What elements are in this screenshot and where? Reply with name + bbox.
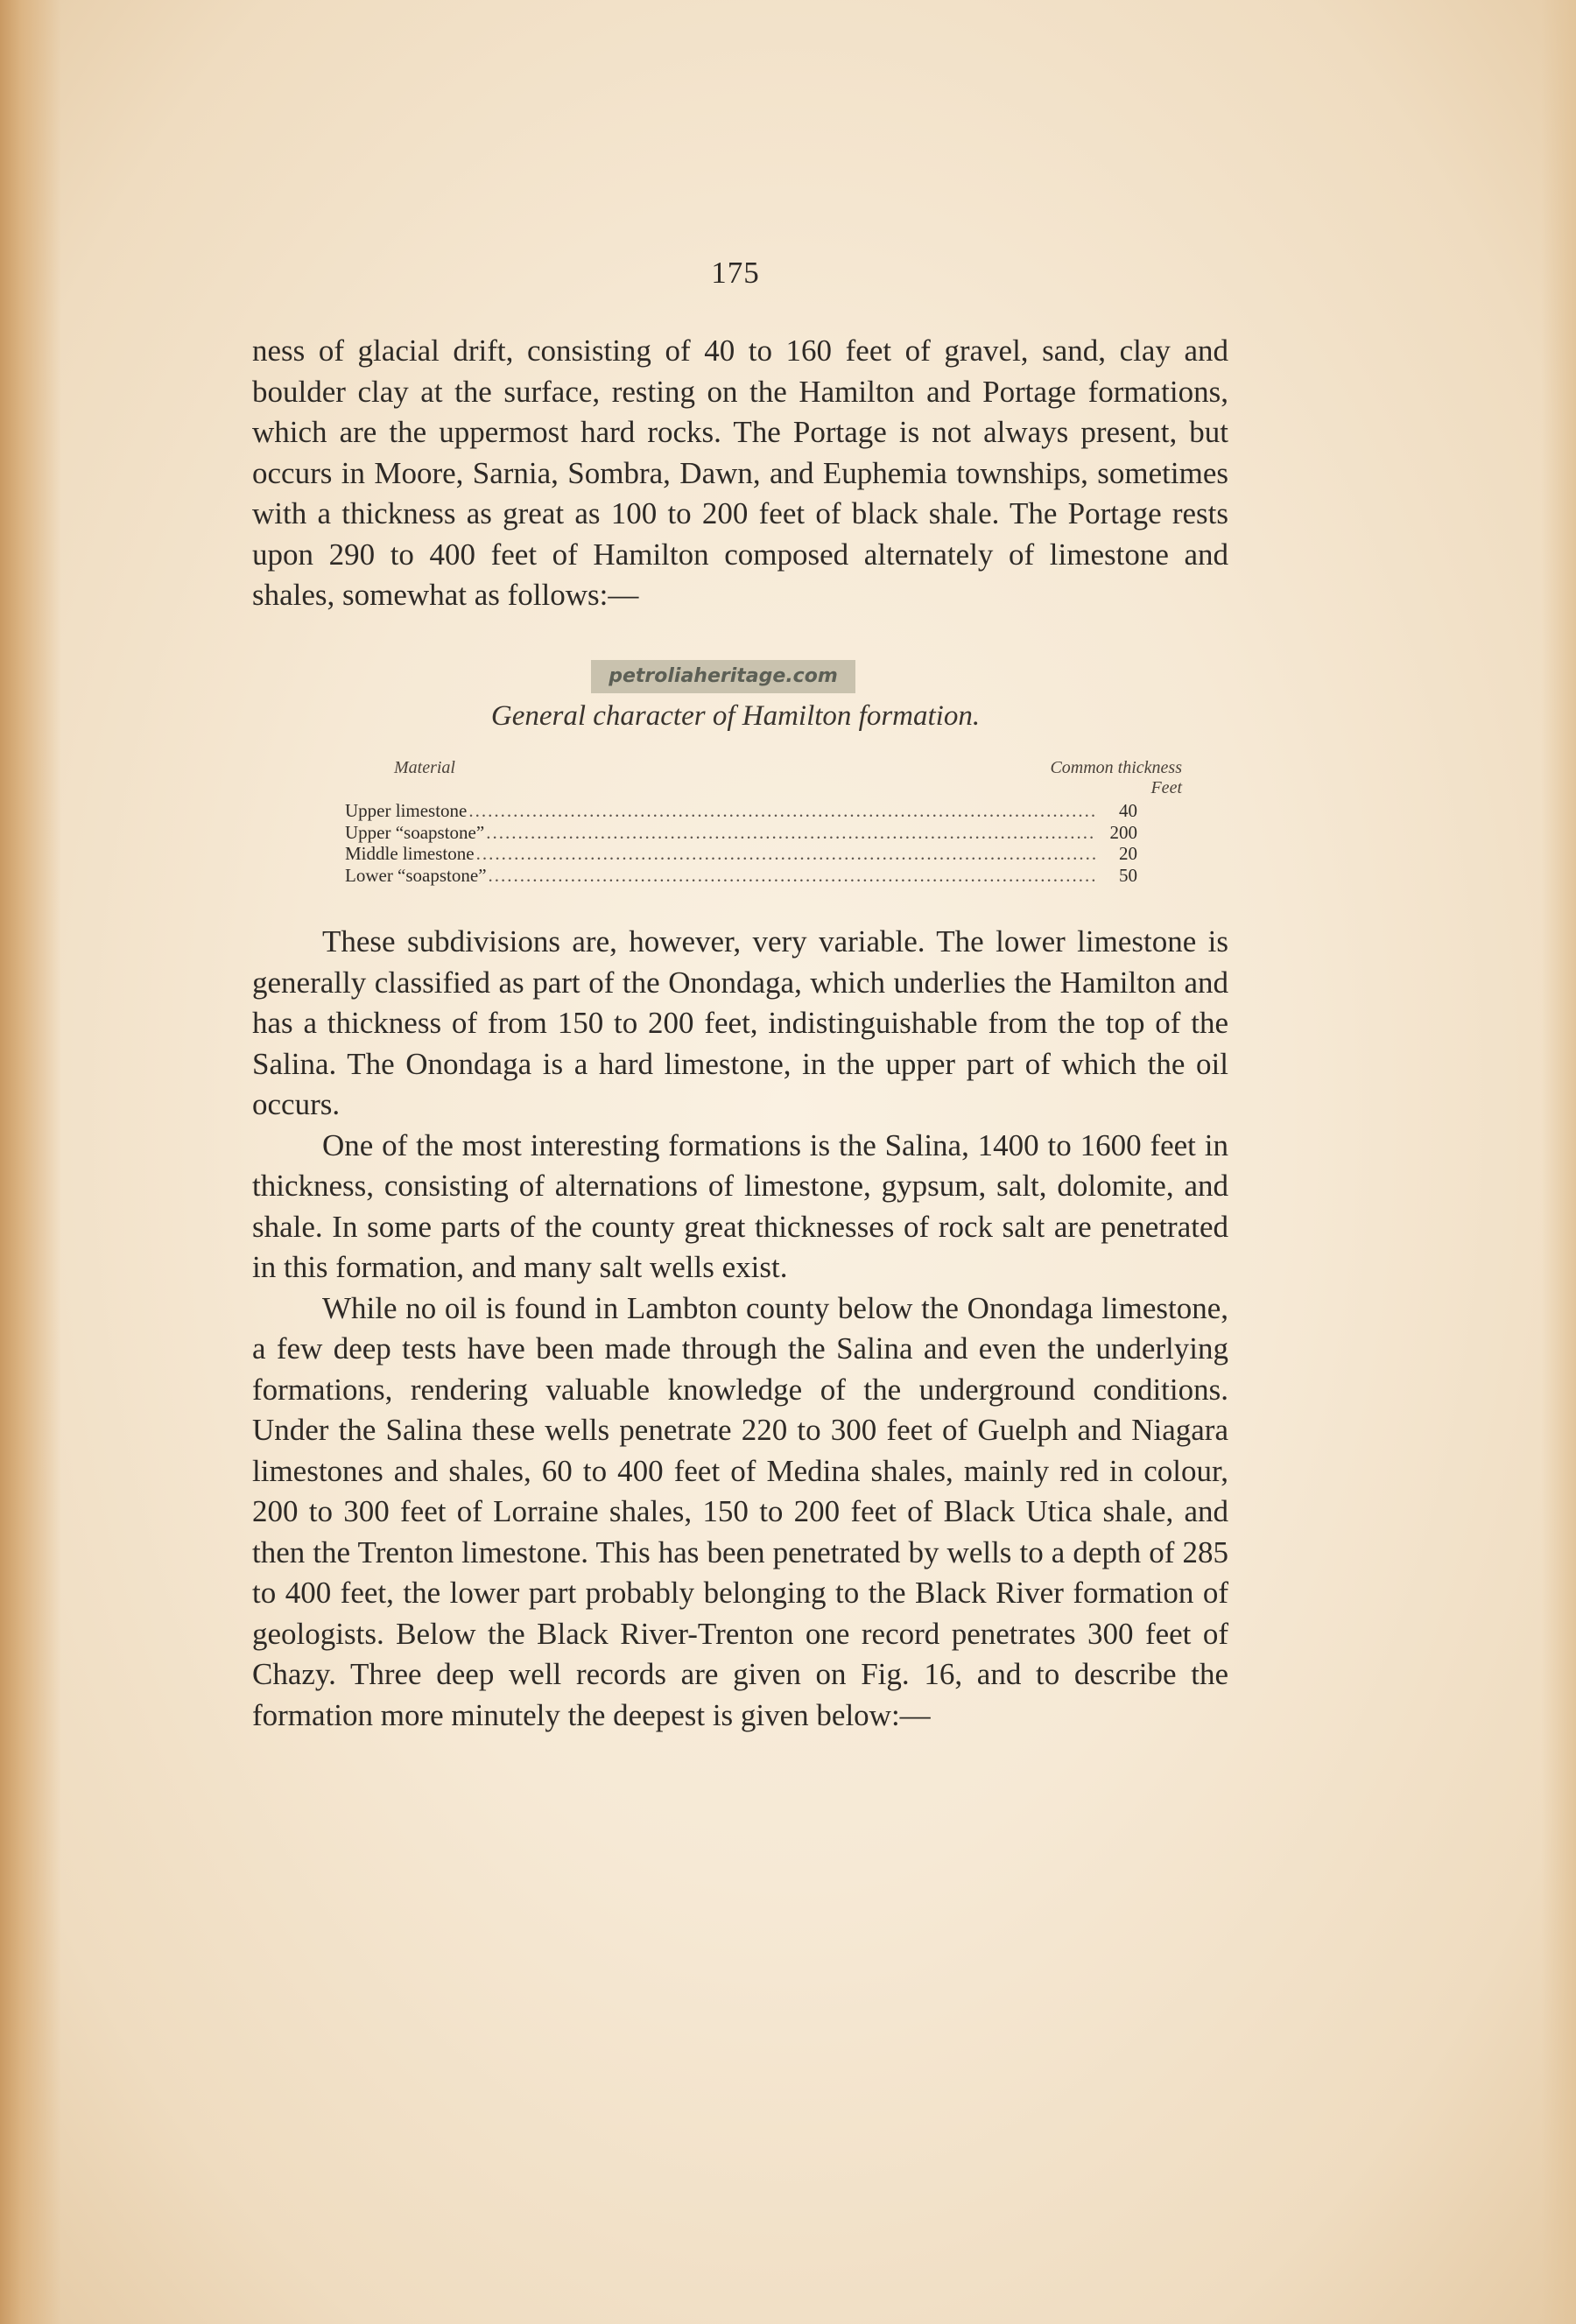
subdivisions-paragraph: These subdivisions are, however, very variable. The lower limestone is generally classified as part of the Onondaga, which underlies the Hamilton and has a thickness of from 150 to 200 feet, indistinguishable from the top of the Salina. The Onondaga is a hard limestone, in the upper part of which the oil occurs. xyxy=(252,924,1228,1121)
column-header-thickness-label: Common thickness xyxy=(1050,758,1182,777)
table-row xyxy=(345,822,1137,844)
page-edge-shadow xyxy=(1541,0,1576,2324)
row-label: Upper limestone xyxy=(345,800,468,821)
row-value: 50 xyxy=(1119,864,1137,886)
column-header-thickness xyxy=(1050,758,1182,798)
salina-paragraph: One of the most interesting formations is the Salina, 1400 to 1600 feet in thickness, consisting of alternations of limestone, gypsum, salt, dolomite, and shale. In some parts of the county great thicknesses of rock salt are penetrated in this formation, and many salt wells exist. xyxy=(252,1127,1228,1284)
dot-leader xyxy=(489,865,1095,887)
row-value: 20 xyxy=(1119,843,1137,864)
row-value: 40 xyxy=(1119,800,1137,821)
dot-leader xyxy=(476,843,1095,865)
page-number: 175 xyxy=(711,256,760,290)
table-row xyxy=(345,800,1137,822)
binding-shadow xyxy=(0,0,61,2324)
row-label: Upper “soapstone” xyxy=(345,821,485,843)
row-value: 200 xyxy=(1109,821,1137,843)
opening-paragraph: ness of glacial drift, consisting of 40 to 160 feet of gravel, sand, clay and boulder clay at the surface, resting on the Hamilton and Portage formations, which are the uppermost hard rocks. The Portage is not always present, but occurs in Moore, Sarnia, Sombra, Dawn, and Euphemia townships, sometimes with a thickness as great as 100 to 200 feet of black shale. The Portage rests upon 290 to 400 feet of Hamilton composed alternately of limestone and shales, somewhat as follows:— xyxy=(252,334,1228,612)
deep-tests-paragraph: While no oil is found in Lambton county below the Onondaga limestone, a few deep tests have been made through the Salina and even the underlying formations, rendering valuable knowledge of the underground conditions. Under the Salina these wells penetrate 220 to 300 feet of Guelph and Niagara limestones and shales, 60 to 400 feet of Medina shales, mainly red in colour, 200 to 300 feet of Lorraine shales, 150 to 200 feet of Black Utica shale, and then the Trenton limestone. This has been penetrated by wells to a depth of 285 to 400 feet, the lower part probably belonging to the Black River formation of geologists. Below the Black River-Trenton one record penetrates 300 feet of Chazy. Three deep well records are given on Fig. 16, and to describe the formation more minutely the deepest is given below:— xyxy=(252,1290,1228,1732)
formation-table xyxy=(345,800,1137,886)
continuation-text-block xyxy=(252,922,1228,1736)
column-header-unit: Feet xyxy=(1150,778,1182,797)
table-row xyxy=(345,843,1137,865)
table-row xyxy=(345,865,1137,887)
column-header-material: Material xyxy=(394,758,455,777)
opening-paragraph-block xyxy=(252,331,1228,616)
table-caption: General character of Hamilton formation. xyxy=(490,700,981,732)
dot-leader xyxy=(486,822,1095,844)
row-label: Lower “soapstone” xyxy=(345,864,487,886)
dot-leader xyxy=(468,800,1095,822)
row-label: Middle limestone xyxy=(345,843,475,864)
watermark-label: petroliaheritage.com xyxy=(591,660,855,693)
